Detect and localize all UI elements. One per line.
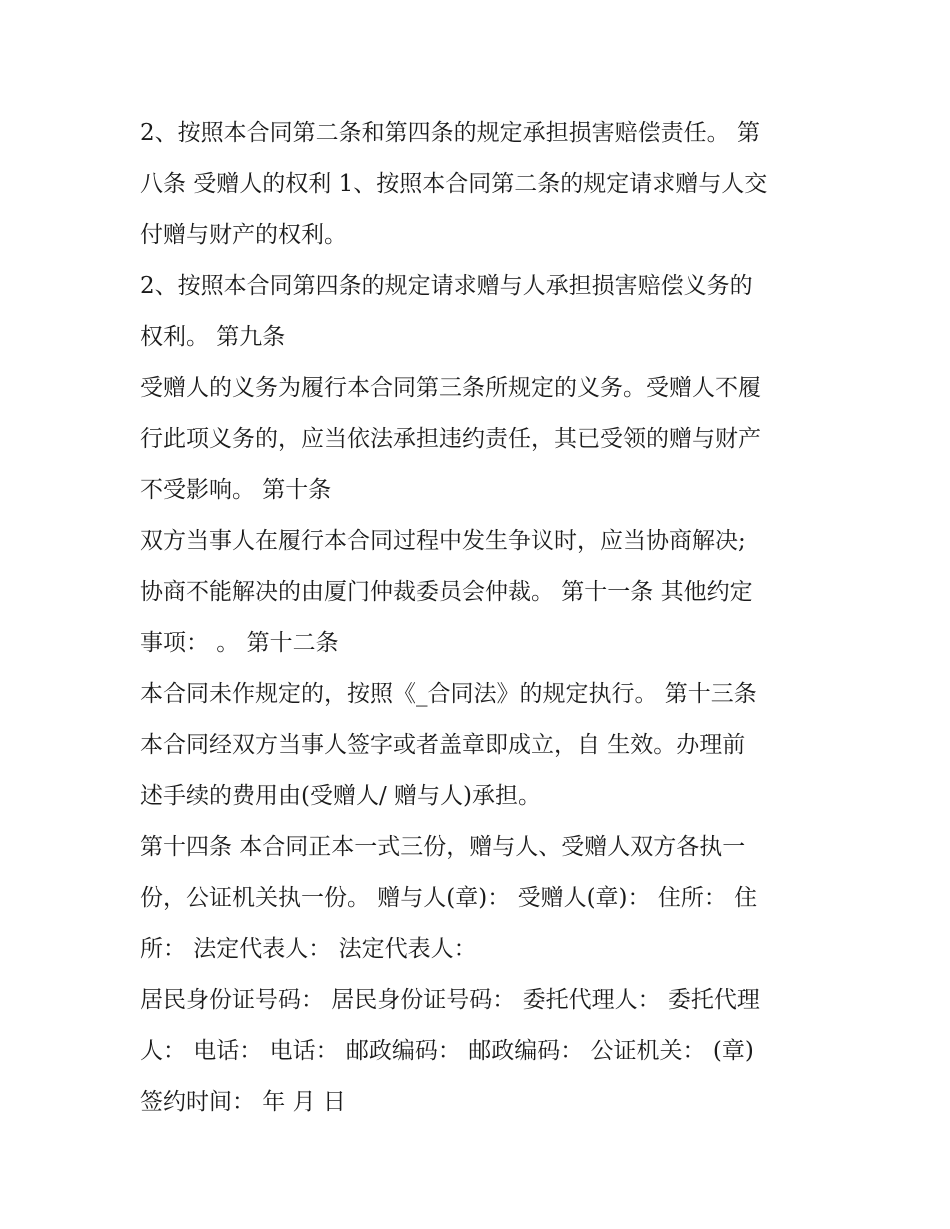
text-line: 付赠与财产的权利。 bbox=[140, 222, 347, 248]
paragraph-article-12 bbox=[140, 669, 820, 822]
text-line: 受赠人的义务为履行本合同第三条所规定的义务。受赠人不履 bbox=[140, 375, 761, 401]
text-line: 行此项义务的，应当依法承担违约责任，其已受领的赠与财产 bbox=[140, 426, 761, 452]
paragraph-article-14 bbox=[140, 822, 820, 975]
text-line: 事项： 。 第十二条 bbox=[140, 630, 339, 656]
text-line: 不受影响。 第十条 bbox=[140, 477, 332, 503]
text-line: 份，公证机关执一份。 赠与人(章)： 受赠人(章)： 住所： 住 bbox=[140, 885, 758, 911]
text-line: 八条 受赠人的权利 1、按照本合同第二条的规定请求赠与人交 bbox=[140, 171, 768, 197]
paragraph-article-10 bbox=[140, 516, 820, 669]
text-line: 双方当事人在履行本合同过程中发生争议时，应当协商解决; bbox=[140, 528, 746, 554]
paragraph-article-9-heading bbox=[140, 261, 820, 363]
text-line: 所： 法定代表人： 法定代表人： bbox=[140, 936, 477, 962]
text-line: 述手续的费用由(受赠人/ 赠与人)承担。 bbox=[140, 783, 542, 809]
paragraph-article-9-body bbox=[140, 363, 820, 516]
text-line: 权利。 第九条 bbox=[140, 324, 286, 350]
text-line: 签约时间： 年 月 日 bbox=[140, 1089, 346, 1115]
text-line: 本合同经双方当事人签字或者盖章即成立，自 生效。办理前 bbox=[140, 732, 746, 758]
text-line: 协商不能解决的由厦门仲裁委员会仲裁。 第十一条 其他约定 bbox=[140, 579, 753, 605]
text-line: 2、按照本合同第二条和第四条的规定承担损害赔偿责任。 第 bbox=[140, 120, 760, 146]
text-line: 2、按照本合同第四条的规定请求赠与人承担损害赔偿义务的 bbox=[140, 273, 753, 299]
text-line: 本合同未作规定的，按照《_合同法》的规定执行。 第十三条 bbox=[140, 681, 757, 707]
text-line: 居民身份证号码： 居民身份证号码： 委托代理人： 委托代理 bbox=[140, 987, 760, 1013]
text-line: 第十四条 本合同正本一式三份，赠与人、受赠人双方各执一 bbox=[140, 834, 746, 860]
text-line: 人： 电话： 电话： 邮政编码： 邮政编码： 公证机关： (章) bbox=[140, 1038, 754, 1064]
paragraph-signature-block bbox=[140, 975, 820, 1128]
paragraph-article-8 bbox=[140, 108, 820, 261]
document-body bbox=[140, 108, 820, 1128]
